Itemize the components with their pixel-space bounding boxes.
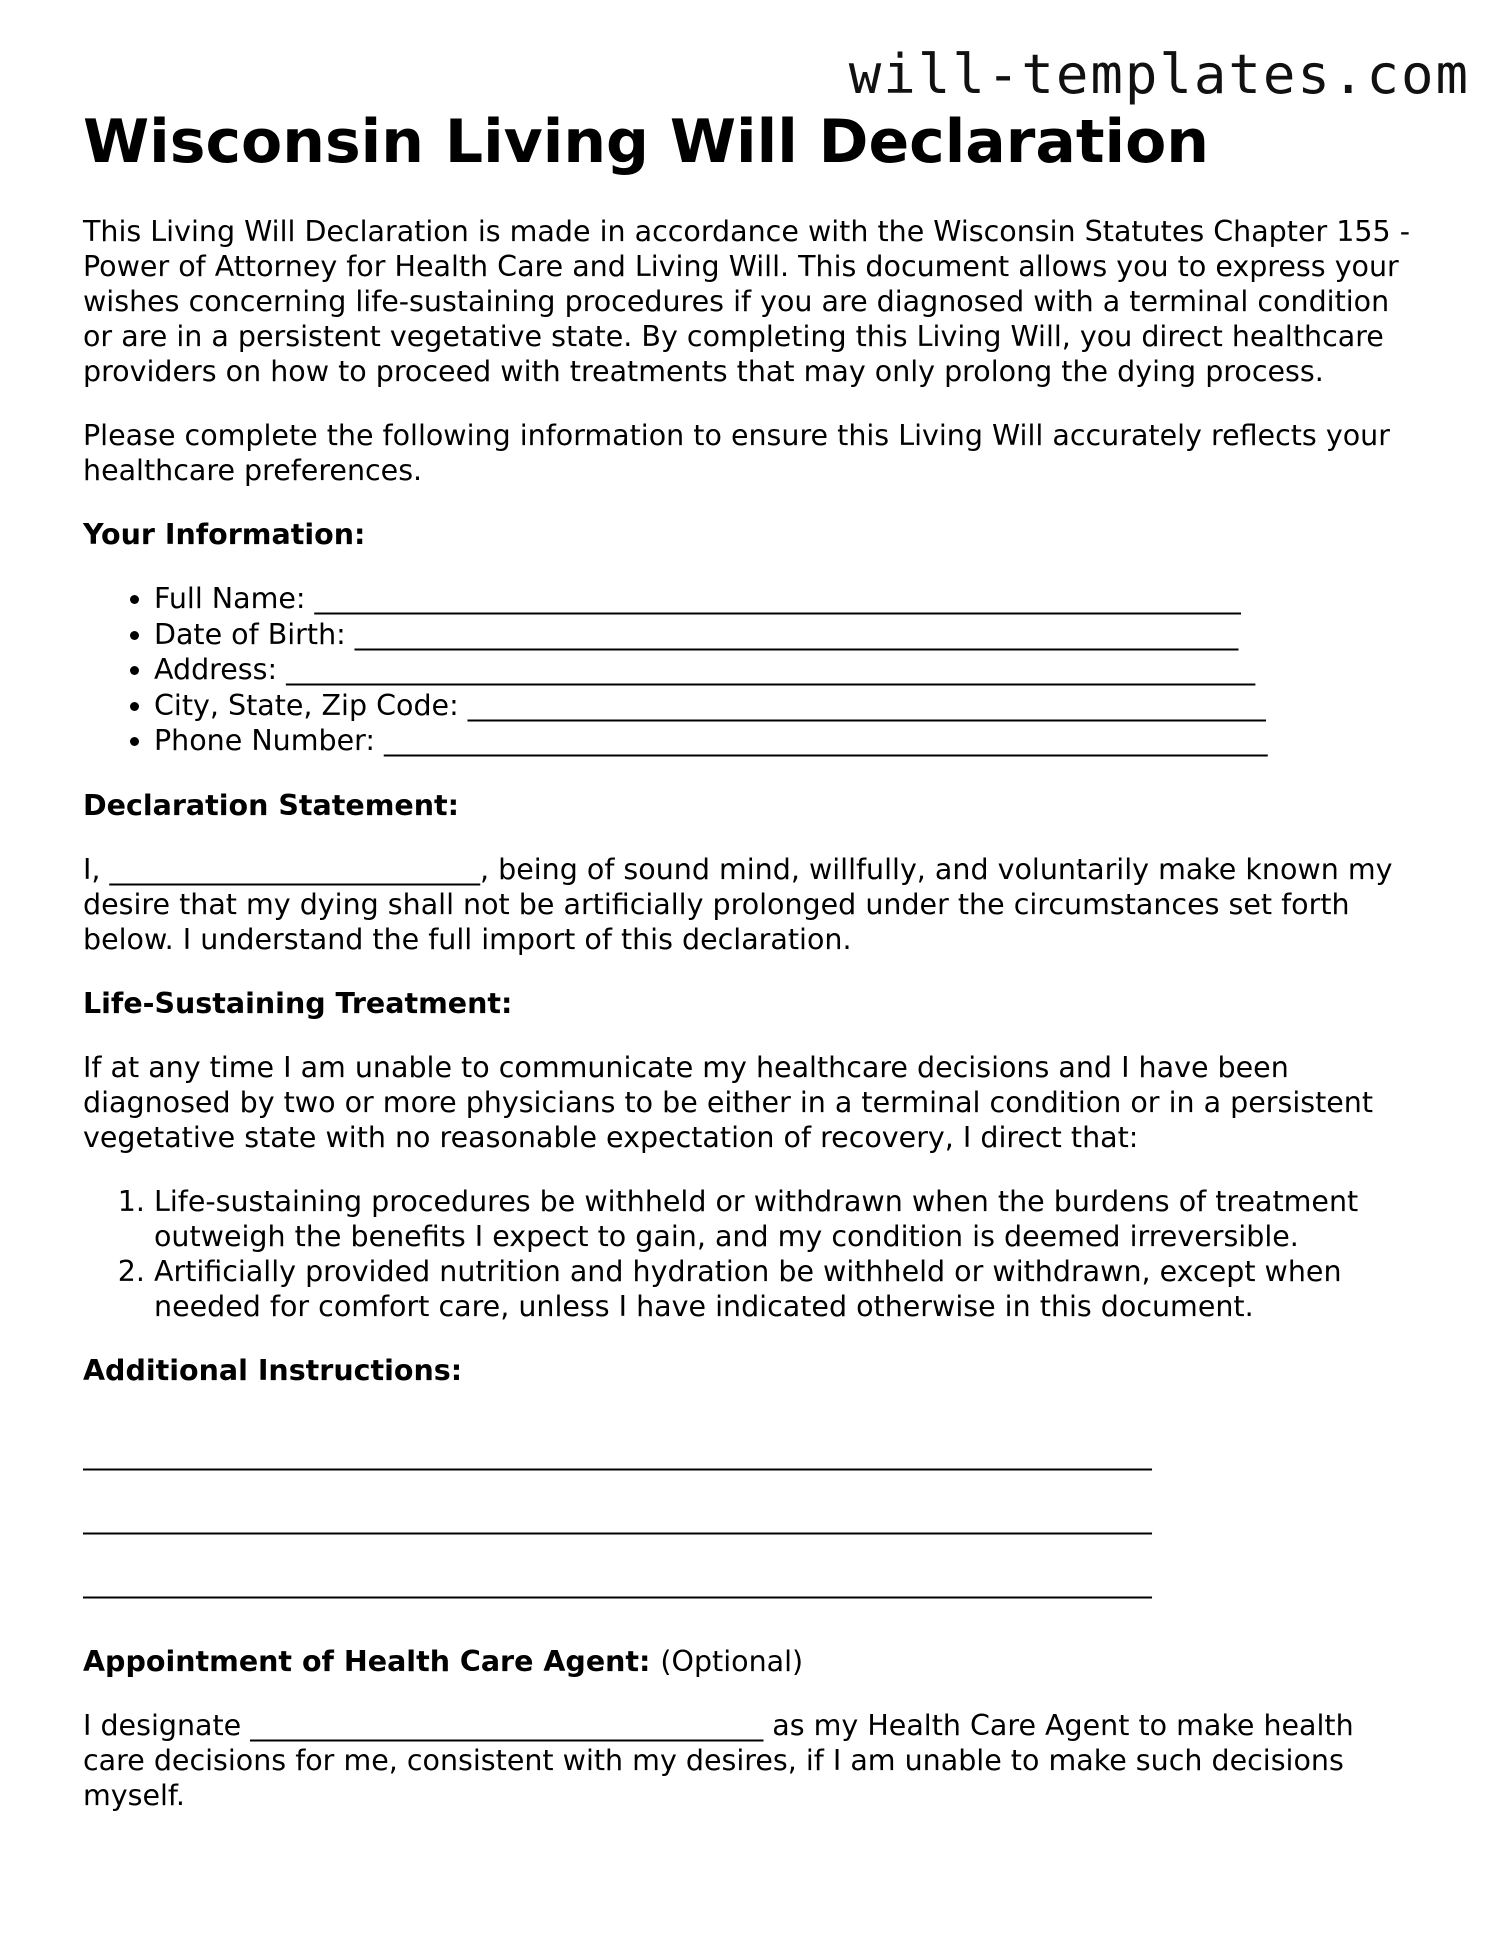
treatment-heading: Life-Sustaining Treatment: bbox=[83, 986, 513, 1020]
watermark: will-templates.com bbox=[848, 43, 1470, 106]
agent-paragraph: I designate ____________________________________ as my Health Care Agent to make health care decisions for me, consistent with my desires, if I am unable to make such decisions myself. bbox=[83, 1708, 1354, 1812]
additional-instructions-heading: Additional Instructions: bbox=[83, 1353, 463, 1387]
city-state-zip-field[interactable]: • City, State, Zip Code: ________________________________________________________ bbox=[154, 688, 1423, 724]
treatment-item: 2. Artificially provided nutrition and hydration be withheld or withdrawn, except when needed for comfort care, unless I have indicated otherwise in this document. bbox=[154, 1254, 1423, 1324]
declaration-paragraph: I, __________________________, being of sound mind, willfully, and voluntarily make known my desire that my dying shall not be artificially prolonged under the circumstances set forth below. I understand the full import of this declaration. bbox=[83, 852, 1393, 956]
optional-label: (Optional) bbox=[660, 1644, 804, 1678]
additional-instructions-line[interactable]: ___________________________________________________________________________ bbox=[83, 1437, 1152, 1471]
instructions-paragraph: Please complete the following information to ensure this Living Will accurately reflects your healthcare preferences. bbox=[83, 419, 1390, 487]
additional-instructions-line[interactable]: ___________________________________________________________________________ bbox=[83, 1501, 1152, 1535]
your-information-list bbox=[83, 581, 1423, 759]
phone-number-field[interactable]: • Phone Number: ______________________________________________________________ bbox=[154, 723, 1423, 759]
agent-heading-label: Appointment of Health Care Agent: bbox=[83, 1644, 651, 1678]
treatment-item: 1. Life-sustaining procedures be withheld or withdrawn when the burdens of treatment outweigh the benefits I expect to gain, and my condition is deemed irreversible. bbox=[154, 1184, 1423, 1254]
your-information-heading: Your Information: bbox=[83, 518, 366, 551]
document-title: Wisconsin Living Will Declaration bbox=[83, 107, 1210, 177]
intro-paragraph: This Living Will Declaration is made in accordance with the Wisconsin Statutes Chapter 155 - Power of Attorney for Health Care and Living Will. This document allows you to express your wishes concerning life-sustaining procedures if you are diagnosed with a terminal condition or are in a persistent vegetative state. By completing this Living Will, you direct healthcare providers on how to proceed with treatments that may only prolong the dying process. bbox=[83, 215, 1411, 388]
full-name-field[interactable]: • Full Name: _________________________________________________________________ bbox=[154, 581, 1423, 617]
additional-instructions-line[interactable]: ___________________________________________________________________________ bbox=[83, 1565, 1152, 1599]
treatment-list bbox=[83, 1184, 1423, 1324]
address-field[interactable]: • Address: ____________________________________________________________________ bbox=[154, 652, 1423, 688]
additional-instructions-lines bbox=[83, 1417, 1423, 1615]
date-of-birth-field[interactable]: • Date of Birth: ______________________________________________________________ bbox=[154, 617, 1423, 653]
declaration-heading: Declaration Statement: bbox=[83, 788, 460, 822]
treatment-paragraph: If at any time I am unable to communicate my healthcare decisions and I have been diagnosed by two or more physicians to be either in a terminal condition or in a persistent vegetative state with no reasonable expectation of recovery, I direct that: bbox=[83, 1050, 1374, 1154]
agent-heading bbox=[83, 1644, 1423, 1679]
document-page bbox=[83, 106, 1423, 1842]
